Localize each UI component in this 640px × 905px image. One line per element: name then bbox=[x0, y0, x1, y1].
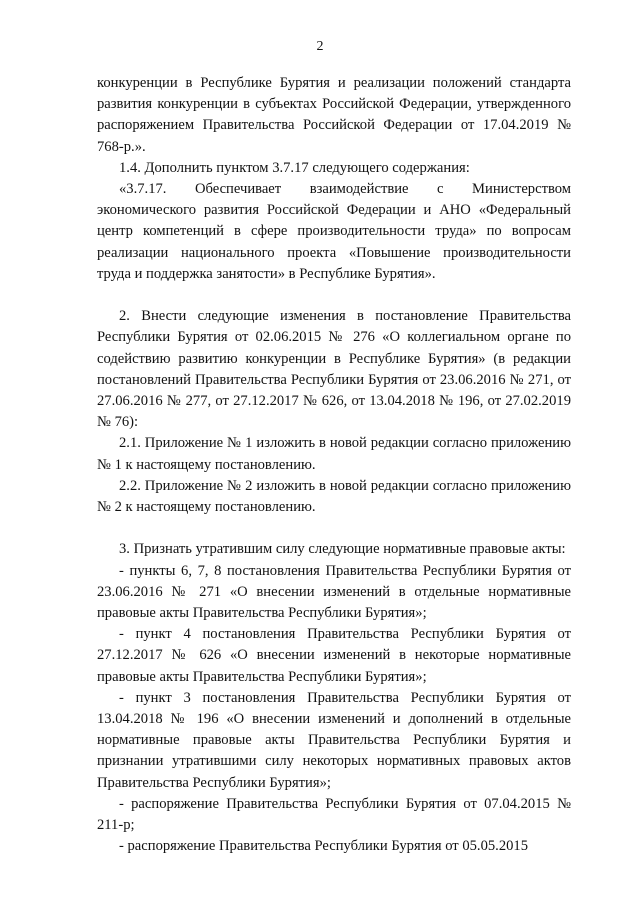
paragraph-3: 3. Признать утратившим силу следующие нормативные правовые акты: bbox=[119, 541, 566, 558]
paragraph-continuation: конкуренции в Республике Бурятия и реализации положений стандарта развития конкуренции в субъектах Российской Федерации, утвержденного распоряжением Правительства Российской Федерации от 17.04.2019 № 768-р.». bbox=[97, 75, 571, 155]
list-item: - пункты 6, 7, 8 постановления Правительства Республики Бурятия от 23.06.2016 № 271 «О внесении изменений в отдельные нормативные правовые акты Правительства Республики Бурятия»; bbox=[97, 562, 571, 622]
paragraph-2-1: 2.1. Приложение № 1 изложить в новой редакции согласно приложению № 1 к настоящему постановлению. bbox=[97, 435, 571, 473]
paragraph-2-2: 2.2. Приложение № 2 изложить в новой редакции согласно приложению № 2 к настоящему постановлению. bbox=[97, 477, 571, 516]
page-number: 2 bbox=[316, 39, 324, 54]
list-item: - распоряжение Правительства Республики Бурятия от 05.05.2015 bbox=[119, 838, 529, 855]
list-item: - пункт 4 постановления Правительства Республики Бурятия от 27.12.2017 № 626 «О внесении изменений в некоторые нормативные правовые акты Правительства Республики Бурятия»; bbox=[97, 626, 571, 685]
paragraph-3-7-17: «3.7.17. Обеспечивает взаимодействие с Министерством экономического развития Российской Федерации и АНО «Федеральный центр компетенций в сфере производительности труда» по вопросам реализации национального проекта «Повышение производительности труда и поддержка занятости» в Республике Бурятия». bbox=[97, 181, 571, 282]
list-item: - пункт 3 постановления Правительства Республики Бурятия от 13.04.2018 № 196 «О внесении изменений и дополнений в отдельные нормативные правовые акты Правительства Республики Бурятия и признании утратившими силу некоторых нормативных правовых актов Правительства Республики Бурятия»; bbox=[97, 689, 571, 791]
document-body bbox=[97, 73, 571, 857]
paragraph-1-4: 1.4. Дополнить пунктом 3.7.17 следующего содержания: bbox=[119, 159, 470, 176]
list-item: - распоряжение Правительства Республики Бурятия от 07.04.2015 № 211-р; bbox=[97, 795, 571, 834]
paragraph-2: 2. Внести следующие изменения в постановление Правительства Республики Бурятия от 02.06.2015 № 276 «О коллегиальном органе по содействию развитию конкуренции в Республике Бурятия» (в редакции постановлений Правительства Республики Бурятия от 23.06.2016 № 271, от 27.06.2016 № 277, от 27.12.2017 № 626, от 13.04.2018 № 196, от 27.02.2019 № 76): bbox=[97, 308, 571, 431]
